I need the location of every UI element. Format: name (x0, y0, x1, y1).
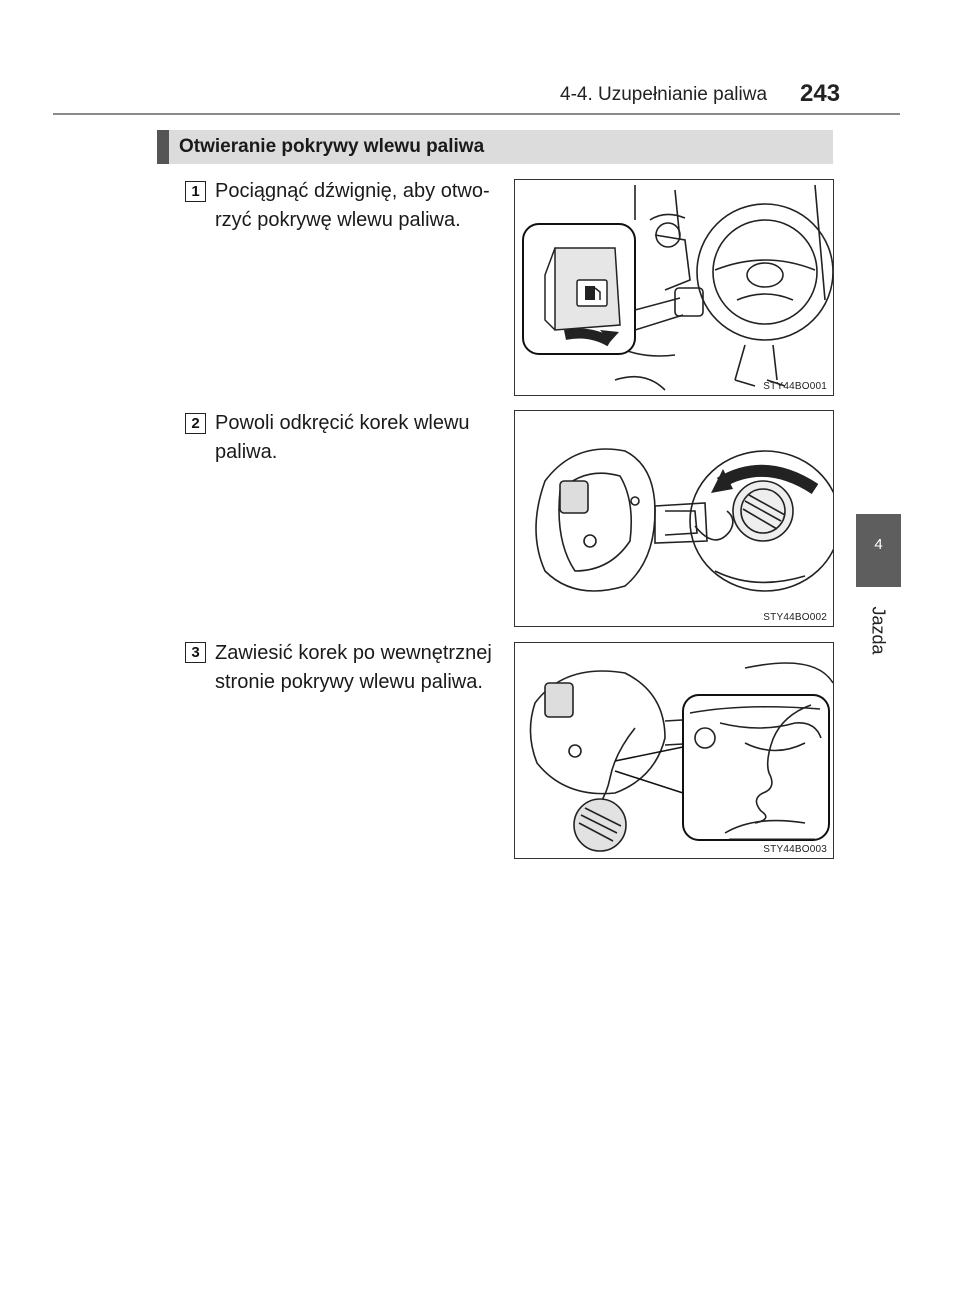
header-divider (53, 113, 900, 115)
step-3-line-1: Zawiesić korek po wewnętrznej (215, 642, 492, 664)
figure-code-1: STY44BO001 (763, 381, 827, 392)
figure-fuel-lever (514, 179, 834, 396)
step-text-2 (215, 409, 497, 467)
step-3-line-2: stronie pokrywy wlewu paliwa. (215, 671, 483, 693)
figure-unscrew-cap (514, 410, 834, 627)
step-text-1 (215, 177, 497, 235)
chapter-tab (856, 514, 901, 587)
figure-hang-cap (514, 642, 834, 859)
step-2-line-1: Powoli odkręcić korek wlewu (215, 412, 470, 434)
step-2-line-2: paliwa. (215, 441, 278, 463)
figure-code-2: STY44BO002 (763, 612, 827, 623)
step-number-1: 1 (185, 181, 206, 202)
step-1-line-1: Pociągnąć dźwignię, aby otwo- (215, 180, 490, 202)
fuel-lever-illustration (515, 180, 834, 396)
running-header-section: 4-4. Uzupełnianie paliwa (560, 84, 768, 105)
page-number: 243 (800, 80, 841, 107)
figure-code-3: STY44BO003 (763, 844, 827, 855)
step-text-3 (215, 639, 497, 697)
hang-cap-illustration (515, 643, 834, 859)
chapter-tab-number: 4 (874, 536, 883, 553)
step-1-line-2: rzyć pokrywę wlewu paliwa. (215, 209, 461, 231)
chapter-tab-label: Jazda (868, 606, 889, 655)
section-title: Otwieranie pokrywy wlewu paliwa (179, 136, 485, 157)
step-number-2: 2 (185, 413, 206, 434)
step-number-3: 3 (185, 642, 206, 663)
section-heading (157, 130, 833, 164)
unscrew-cap-illustration (515, 411, 834, 627)
